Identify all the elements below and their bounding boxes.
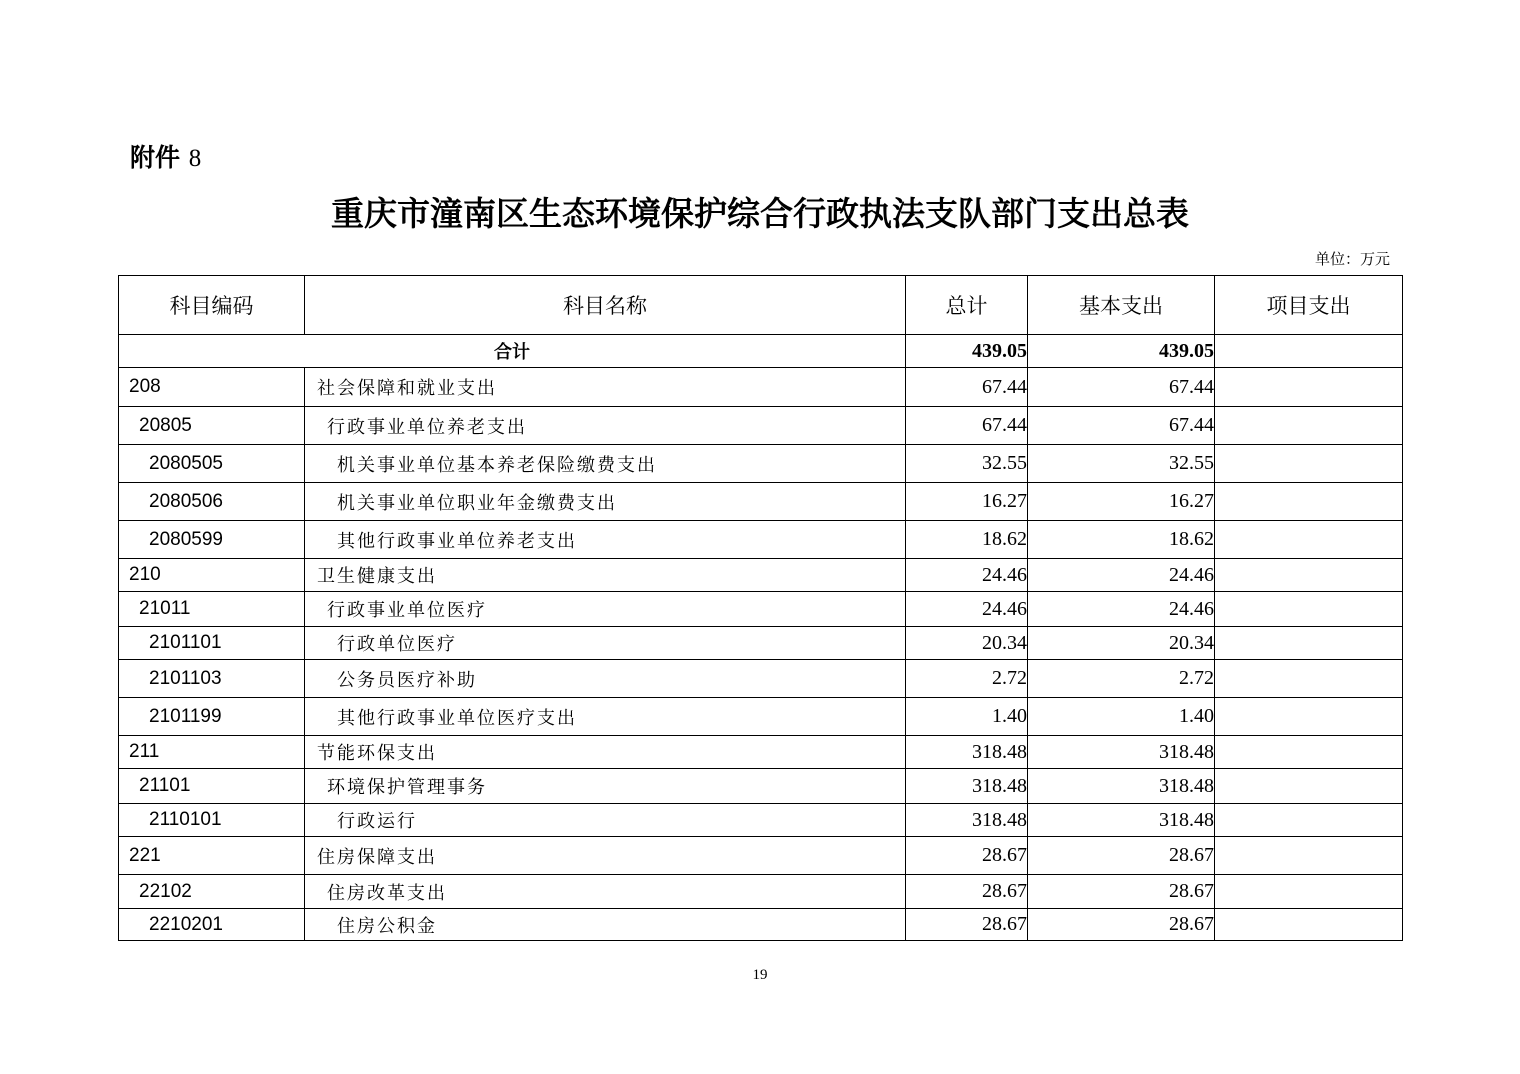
row-code: 211 xyxy=(119,736,305,769)
row-basic: 24.46 xyxy=(1028,559,1215,592)
row-project xyxy=(1215,559,1403,592)
row-project xyxy=(1215,837,1403,875)
row-code: 2101101 xyxy=(119,627,305,660)
total-total: 439.05 xyxy=(906,335,1028,368)
table-row xyxy=(119,521,1403,559)
row-name: 卫生健康支出 xyxy=(305,559,906,592)
column-header-project: 项目支出 xyxy=(1215,276,1403,335)
row-basic: 32.55 xyxy=(1028,445,1215,483)
row-total: 318.48 xyxy=(906,769,1028,804)
row-basic: 2.72 xyxy=(1028,660,1215,698)
row-basic: 67.44 xyxy=(1028,407,1215,445)
row-basic: 318.48 xyxy=(1028,804,1215,837)
row-name: 住房改革支出 xyxy=(305,875,906,909)
expenditure-table xyxy=(118,275,1403,941)
row-code: 21101 xyxy=(119,769,305,804)
row-project xyxy=(1215,521,1403,559)
row-project xyxy=(1215,875,1403,909)
row-basic: 16.27 xyxy=(1028,483,1215,521)
row-total: 28.67 xyxy=(906,909,1028,941)
table-row xyxy=(119,592,1403,627)
row-name: 机关事业单位职业年金缴费支出 xyxy=(305,483,906,521)
row-code: 208 xyxy=(119,368,305,407)
row-code: 2080505 xyxy=(119,445,305,483)
row-code: 2080599 xyxy=(119,521,305,559)
page-number: 19 xyxy=(752,967,768,983)
row-basic: 28.67 xyxy=(1028,875,1215,909)
row-name: 住房保障支出 xyxy=(305,837,906,875)
row-project xyxy=(1215,804,1403,837)
row-name: 住房公积金 xyxy=(305,909,906,941)
row-name: 行政运行 xyxy=(305,804,906,837)
header-row xyxy=(119,276,1403,335)
table-row xyxy=(119,736,1403,769)
row-name: 机关事业单位基本养老保险缴费支出 xyxy=(305,445,906,483)
row-name: 行政事业单位养老支出 xyxy=(305,407,906,445)
row-name: 行政单位医疗 xyxy=(305,627,906,660)
row-code: 221 xyxy=(119,837,305,875)
row-total: 67.44 xyxy=(906,407,1028,445)
row-code: 20805 xyxy=(119,407,305,445)
row-code: 210 xyxy=(119,559,305,592)
table-row xyxy=(119,837,1403,875)
table-row xyxy=(119,875,1403,909)
row-code: 2101103 xyxy=(119,660,305,698)
row-project xyxy=(1215,627,1403,660)
table-row xyxy=(119,660,1403,698)
row-project xyxy=(1215,445,1403,483)
row-project xyxy=(1215,368,1403,407)
row-project xyxy=(1215,909,1403,941)
row-basic: 318.48 xyxy=(1028,769,1215,804)
table-row xyxy=(119,769,1403,804)
row-basic: 67.44 xyxy=(1028,368,1215,407)
row-project xyxy=(1215,592,1403,627)
column-header-code: 科目编码 xyxy=(119,276,305,335)
row-total: 28.67 xyxy=(906,875,1028,909)
table-row xyxy=(119,407,1403,445)
total-row xyxy=(119,335,1403,368)
row-project xyxy=(1215,660,1403,698)
attachment-label-text: 附件 xyxy=(130,143,181,172)
column-header-basic: 基本支出 xyxy=(1028,276,1215,335)
row-basic: 1.40 xyxy=(1028,698,1215,736)
row-total: 32.55 xyxy=(906,445,1028,483)
row-total: 16.27 xyxy=(906,483,1028,521)
column-header-name: 科目名称 xyxy=(305,276,906,335)
table-row xyxy=(119,559,1403,592)
row-project xyxy=(1215,483,1403,521)
total-label: 合计 xyxy=(119,335,906,368)
row-total: 24.46 xyxy=(906,559,1028,592)
row-basic: 18.62 xyxy=(1028,521,1215,559)
column-header-total: 总计 xyxy=(906,276,1028,335)
row-total: 20.34 xyxy=(906,627,1028,660)
row-project xyxy=(1215,769,1403,804)
table-row xyxy=(119,804,1403,837)
row-name: 社会保障和就业支出 xyxy=(305,368,906,407)
row-project xyxy=(1215,407,1403,445)
attachment-label xyxy=(130,138,201,174)
row-code: 2080506 xyxy=(119,483,305,521)
row-total: 24.46 xyxy=(906,592,1028,627)
row-basic: 24.46 xyxy=(1028,592,1215,627)
row-code: 2101199 xyxy=(119,698,305,736)
row-code: 21011 xyxy=(119,592,305,627)
row-total: 28.67 xyxy=(906,837,1028,875)
row-code: 22102 xyxy=(119,875,305,909)
attachment-number: 8 xyxy=(188,145,202,172)
row-basic: 20.34 xyxy=(1028,627,1215,660)
row-project xyxy=(1215,698,1403,736)
row-code: 2110101 xyxy=(119,804,305,837)
row-total: 318.48 xyxy=(906,736,1028,769)
row-code: 2210201 xyxy=(119,909,305,941)
table-row xyxy=(119,627,1403,660)
row-name: 公务员医疗补助 xyxy=(305,660,906,698)
row-total: 318.48 xyxy=(906,804,1028,837)
row-basic: 318.48 xyxy=(1028,736,1215,769)
row-name: 其他行政事业单位医疗支出 xyxy=(305,698,906,736)
row-total: 67.44 xyxy=(906,368,1028,407)
table-row xyxy=(119,483,1403,521)
total-basic: 439.05 xyxy=(1028,335,1215,368)
total-project xyxy=(1215,335,1403,368)
unit-label: 单位：万元 xyxy=(1314,250,1390,268)
row-total: 1.40 xyxy=(906,698,1028,736)
row-basic: 28.67 xyxy=(1028,909,1215,941)
row-total: 18.62 xyxy=(906,521,1028,559)
table-row xyxy=(119,698,1403,736)
table-row xyxy=(119,909,1403,941)
row-name: 节能环保支出 xyxy=(305,736,906,769)
page-title: 重庆市潼南区生态环境保护综合行政执法支队部门支出总表 xyxy=(331,194,1189,233)
row-basic: 28.67 xyxy=(1028,837,1215,875)
row-name: 其他行政事业单位养老支出 xyxy=(305,521,906,559)
table-row xyxy=(119,445,1403,483)
row-project xyxy=(1215,736,1403,769)
table-row xyxy=(119,368,1403,407)
row-name: 环境保护管理事务 xyxy=(305,769,906,804)
row-name: 行政事业单位医疗 xyxy=(305,592,906,627)
row-total: 2.72 xyxy=(906,660,1028,698)
